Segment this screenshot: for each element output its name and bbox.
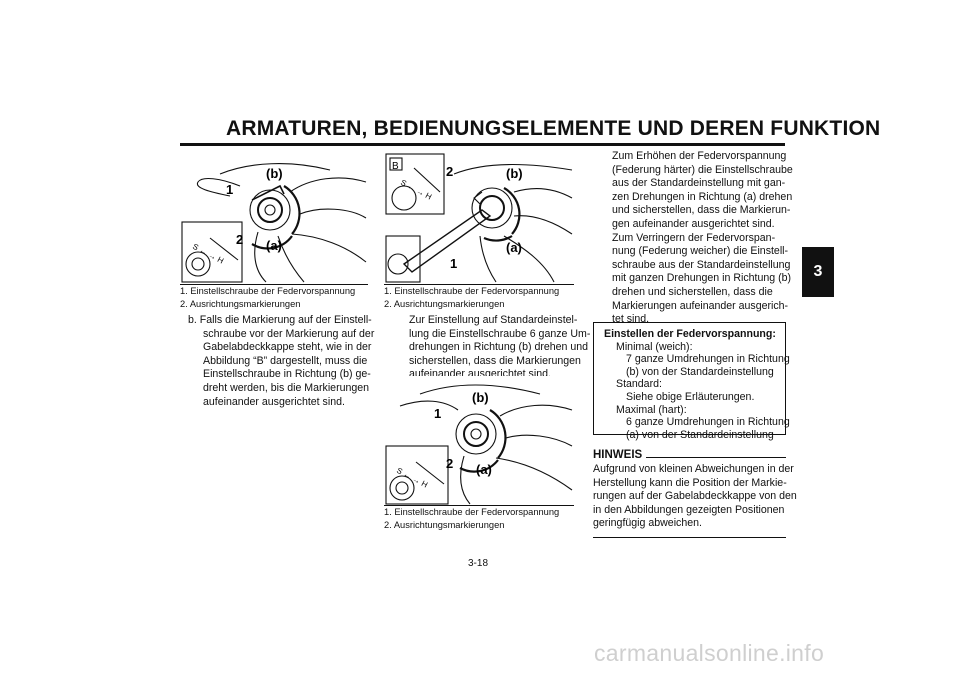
text-line: tet sind. bbox=[612, 313, 650, 326]
figure-2-label-b: (b) bbox=[506, 166, 523, 181]
note-section bbox=[593, 449, 797, 538]
spec-minimal-value-2: (b) von der Standardeinstellung bbox=[626, 365, 774, 378]
figure-2-label-1: 1 bbox=[450, 256, 458, 271]
text-line: drehungen in Richtung (b) drehen und bbox=[409, 341, 589, 354]
text-line: Gabelabdeckkappe steht, wie in der bbox=[203, 341, 372, 354]
text-line: aufeinander ausgerichtet sind. bbox=[203, 395, 345, 408]
note-bottom-rule bbox=[593, 537, 786, 538]
figure-3-label-b: (b) bbox=[472, 390, 489, 405]
note-heading-rule bbox=[646, 457, 786, 458]
figure-2-caption bbox=[384, 284, 574, 311]
watermark: carmanualsonline.info bbox=[594, 640, 825, 666]
spec-maximal-value-2: (a) von der Standardeinstellung bbox=[626, 428, 774, 441]
spec-minimal-value-1: 7 ganze Umdrehungen in Richtung bbox=[626, 353, 790, 366]
text-line: in den Abbildungen gezeigten Positionen bbox=[593, 503, 785, 516]
text-line: schraube aus der Standardeinstellung bbox=[612, 258, 791, 271]
spec-maximal-label: Maximal (hart): bbox=[616, 403, 687, 416]
caption-item-2: 2. Ausrichtungsmarkierungen bbox=[384, 520, 505, 530]
text-line: sicherstellen, dass die Markierungen bbox=[409, 354, 581, 367]
spec-minimal-label: Minimal (weich): bbox=[616, 340, 693, 353]
text-line: (Federung härter) die Einstellschraube bbox=[612, 163, 793, 176]
figure-3-scale-text: S ← → H bbox=[395, 465, 430, 490]
text-line: und sicherstellen, dass die Markierun- bbox=[612, 204, 791, 217]
text-line: rungen auf der Gabelabdeckkappe von den bbox=[593, 490, 797, 503]
figure-2-fork-adjuster-wrench bbox=[384, 152, 574, 284]
left-column-text bbox=[188, 314, 374, 409]
text-line: mit ganzen Drehungen in Richtung (b) bbox=[612, 272, 792, 285]
caption-item-1: 1. Einstellschraube der Federvorspannung bbox=[180, 286, 356, 296]
caption-item-2: 2. Ausrichtungsmarkierungen bbox=[180, 299, 301, 309]
text-line: schraube vor der Markierung auf der bbox=[203, 327, 375, 340]
figure-1-scale-text: S ← → H bbox=[191, 241, 226, 266]
text-line: nung (Federung weicher) die Einstell- bbox=[612, 245, 789, 258]
figure-2-label-2: 2 bbox=[446, 164, 454, 179]
text-line: Zum Erhöhen der Federvorspannung bbox=[612, 150, 787, 162]
text-line: zen Drehungen in Richtung (a) drehen bbox=[612, 190, 793, 203]
text-line: dreht werden, bis die Markierungen bbox=[203, 381, 370, 394]
figure-1-label-2: 2 bbox=[236, 232, 244, 247]
figure-1-label-a: (a) bbox=[266, 238, 282, 253]
chapter-tab: 3 bbox=[802, 247, 834, 297]
figure-1-caption bbox=[180, 284, 368, 311]
text-line: Abbildung “B” dargestellt, muss die bbox=[203, 354, 368, 367]
text-line: aus der Standardeinstellung mit gan- bbox=[612, 177, 786, 190]
figure-2-label-a: (a) bbox=[506, 240, 522, 255]
text-line: lung die Einstellschraube 6 ganze Um- bbox=[409, 327, 591, 340]
page-number: 3-18 bbox=[468, 558, 489, 569]
text-line: geringfügig abweichen. bbox=[593, 517, 702, 530]
text-line: gen aufeinander ausgerichtet sind. bbox=[612, 217, 775, 230]
figure-2-box-label: B bbox=[392, 161, 399, 172]
caption-item-1: 1. Einstellschraube der Federvorspannung bbox=[384, 286, 560, 296]
text-line: Aufgrund von kleinen Abweichungen in der bbox=[593, 463, 794, 475]
text-line: drehen und sicherstellen, dass die bbox=[612, 285, 773, 298]
figure-3-label-a: (a) bbox=[476, 462, 492, 477]
text-line: b. Falls die Markierung auf der Einstell- bbox=[188, 314, 372, 326]
figure-3-fork-adjuster bbox=[384, 376, 574, 506]
page-title: ARMATUREN, BEDIENUNGSELEMENTE UND DEREN FUNKTION bbox=[226, 117, 881, 140]
figure-3-label-2: 2 bbox=[446, 456, 454, 471]
figure-1-label-b: (b) bbox=[266, 166, 283, 181]
spec-standard-value: Siehe obige Erläuterungen. bbox=[626, 390, 755, 403]
spec-box-preload bbox=[593, 322, 790, 441]
header-divider bbox=[180, 143, 785, 146]
caption-item-2: 2. Ausrichtungsmarkierungen bbox=[384, 299, 505, 309]
caption-item-1: 1. Einstellschraube der Federvorspannung bbox=[384, 507, 560, 517]
text-line: Einstellschraube in Richtung (b) ge- bbox=[203, 368, 371, 381]
text-line: Zum Verringern der Federvorspan- bbox=[612, 231, 776, 244]
figure-2-scale-text: S ← → H bbox=[399, 177, 434, 202]
text-line: Herstellung kann die Position der Markie- bbox=[593, 476, 787, 489]
text-line: Markierungen aufeinander ausgerich- bbox=[612, 299, 789, 312]
spec-title: Einstellen der Federvorspannung: bbox=[604, 328, 776, 340]
text-line: aufeinander ausgerichtet sind. bbox=[409, 368, 551, 381]
figure-3-caption bbox=[384, 505, 574, 532]
spec-standard-label: Standard: bbox=[616, 378, 662, 391]
note-text bbox=[593, 463, 797, 531]
figure-3-label-1: 1 bbox=[434, 406, 442, 421]
figure-1-fork-adjuster bbox=[180, 152, 368, 284]
figure-1-label-1: 1 bbox=[226, 182, 234, 197]
note-heading: HINWEIS bbox=[593, 449, 643, 461]
text-line: Zur Einstellung auf Standardeinstel- bbox=[409, 314, 578, 326]
spec-maximal-value-1: 6 ganze Umdrehungen in Richtung bbox=[626, 416, 790, 429]
right-column-text bbox=[612, 150, 793, 327]
middle-column-text bbox=[409, 314, 590, 382]
